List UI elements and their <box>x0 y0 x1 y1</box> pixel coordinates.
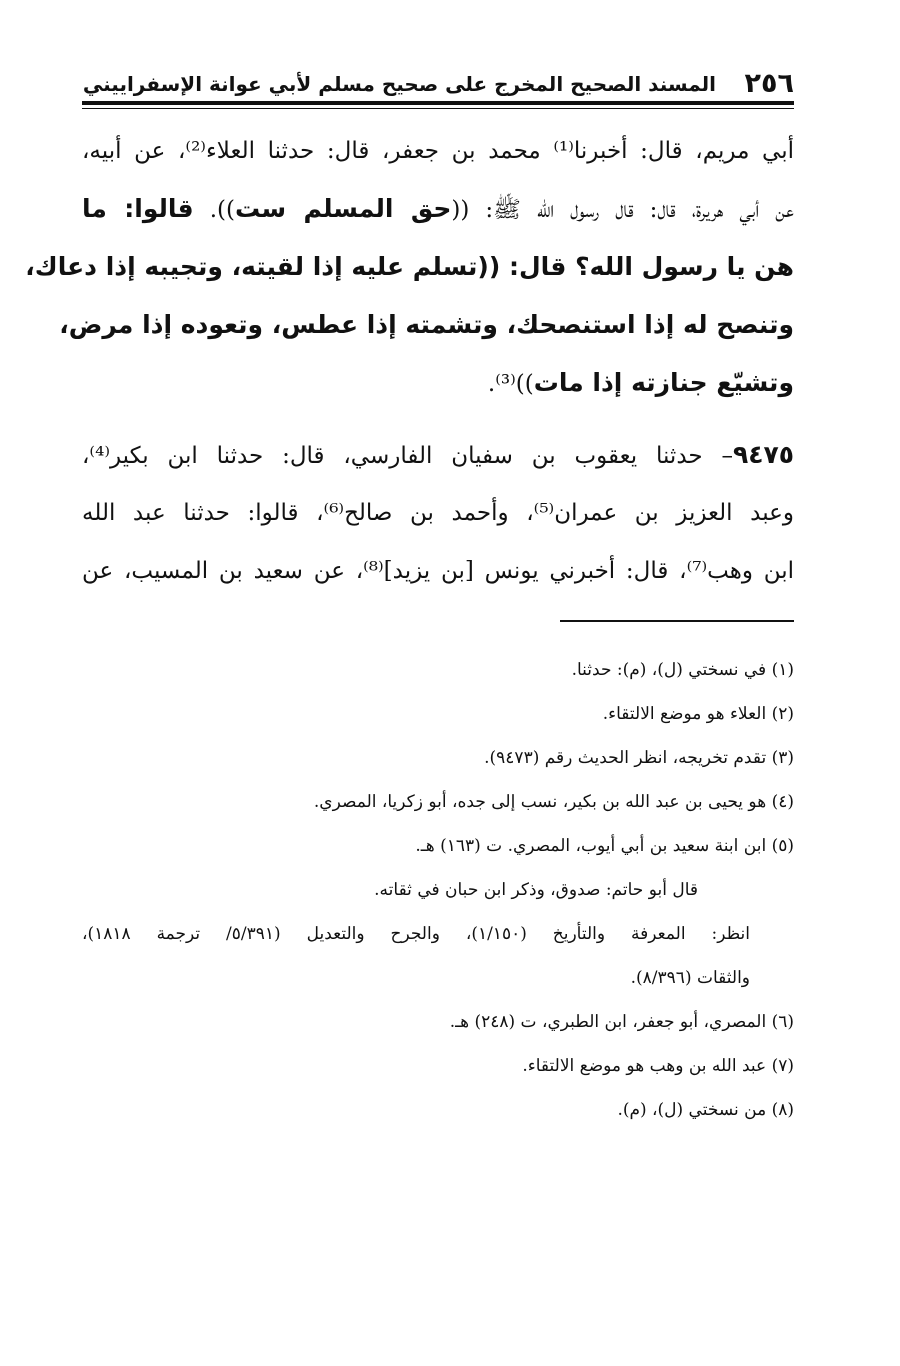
hadith-quote-1: حق المسلم ست <box>234 194 452 223</box>
footnotes <box>82 648 794 1132</box>
text-line-8: ابن وهب⁽⁷⁾، قال: أخبرني يونس [بن يزيد]⁽⁸⁾، عن سعيد بن المسيب، عن <box>82 558 794 584</box>
page-number: ٢٥٦ <box>744 68 794 99</box>
text-line-6-rest: – حدثنا يعقوب بن سفيان الفارسي، قال: حدثنا ابن بكير⁽⁴⁾، <box>82 443 733 469</box>
header-rule-thin <box>82 108 794 109</box>
paragraph-gap <box>82 412 794 426</box>
text-line-5-b: ))⁽³⁾. <box>487 371 534 397</box>
footnote-6: (٦) المصري، أبو جعفر، ابن الطبري، ت (٢٤٨) هـ. <box>449 1012 794 1032</box>
hadith-quote-5: وتشيّع جنازته إذا مات <box>533 368 794 397</box>
footnote-1: (١) في نسختي (ل)، (م): حدثنا. <box>571 660 794 680</box>
running-title: المسند الصحيح المخرج على صحيح مسلم لأبي عوانة الإسفراييني <box>82 72 716 96</box>
footnote-2: (٢) العلاء هو موضع الالتقاء. <box>602 704 794 724</box>
page-header <box>82 66 794 100</box>
text-line-2 <box>82 180 794 238</box>
hadith-quote-2: قالوا: ما <box>82 194 194 223</box>
footnote-7: (٧) عبد الله بن وهب هو موضع الالتقاء. <box>522 1056 794 1076</box>
hadith-quote-3: تسلم عليه إذا لقيته، وتجيبه إذا دعاك، <box>25 252 478 281</box>
footnote-5-refs: انظر: المعرفة والتأريخ (١/١٥٠)، والجرح والتعديل (٥/٣٩١/ ترجمة ١٨١٨)، <box>82 924 750 944</box>
text-line-7: وعبد العزيز بن عمران⁽⁵⁾، وأحمد بن صالح⁽⁶⁾، قالوا: حدثنا عبد الله <box>82 500 794 526</box>
footnote-8: (٨) من نسختي (ل)، (م). <box>617 1100 794 1120</box>
footnote-5-note: قال أبو حاتم: صدوق، وذكر ابن حبان في ثقاته. <box>374 880 698 900</box>
text-line-6 <box>82 426 794 484</box>
text-line-5 <box>82 354 794 412</box>
text-line-1: أبي مريم، قال: أخبرنا⁽¹⁾ محمد بن جعفر، قال: حدثنا العلاء⁽²⁾، عن أبيه، <box>82 138 795 164</box>
text-line-3-a: هن يا رسول الله؟ قال: (( <box>477 252 794 281</box>
text-line-4: وتنصح له إذا استنصحك، وتشمته إذا عطس، وتعوده إذا مرض، <box>59 310 794 339</box>
text-line-2-a: عن أبي هريرة، قال: قال رسول الله ﷺ: (( <box>451 197 794 223</box>
footnote-5-refs-cont: والثقات (٨/٣٩٦). <box>630 968 750 988</box>
main-text <box>25 122 795 600</box>
footnote-separator <box>560 620 794 622</box>
footnote-5: (٥) ابن ابنة سعيد بن أبي أيوب، المصري. ت (١٦٣) هـ. <box>415 836 794 856</box>
footnote-4: (٤) هو يحيى بن عبد الله بن بكير، نسب إلى جده، أبو زكريا، المصري. <box>313 792 794 812</box>
hadith-number: ٩٤٧٥ <box>732 440 794 469</box>
footnote-3: (٣) تقدم تخريجه، انظر الحديث رقم (٩٤٧٣). <box>484 748 794 768</box>
text-line-3 <box>25 238 794 296</box>
text-line-2-c: )). <box>193 197 235 223</box>
header-rule-thick <box>82 101 794 105</box>
